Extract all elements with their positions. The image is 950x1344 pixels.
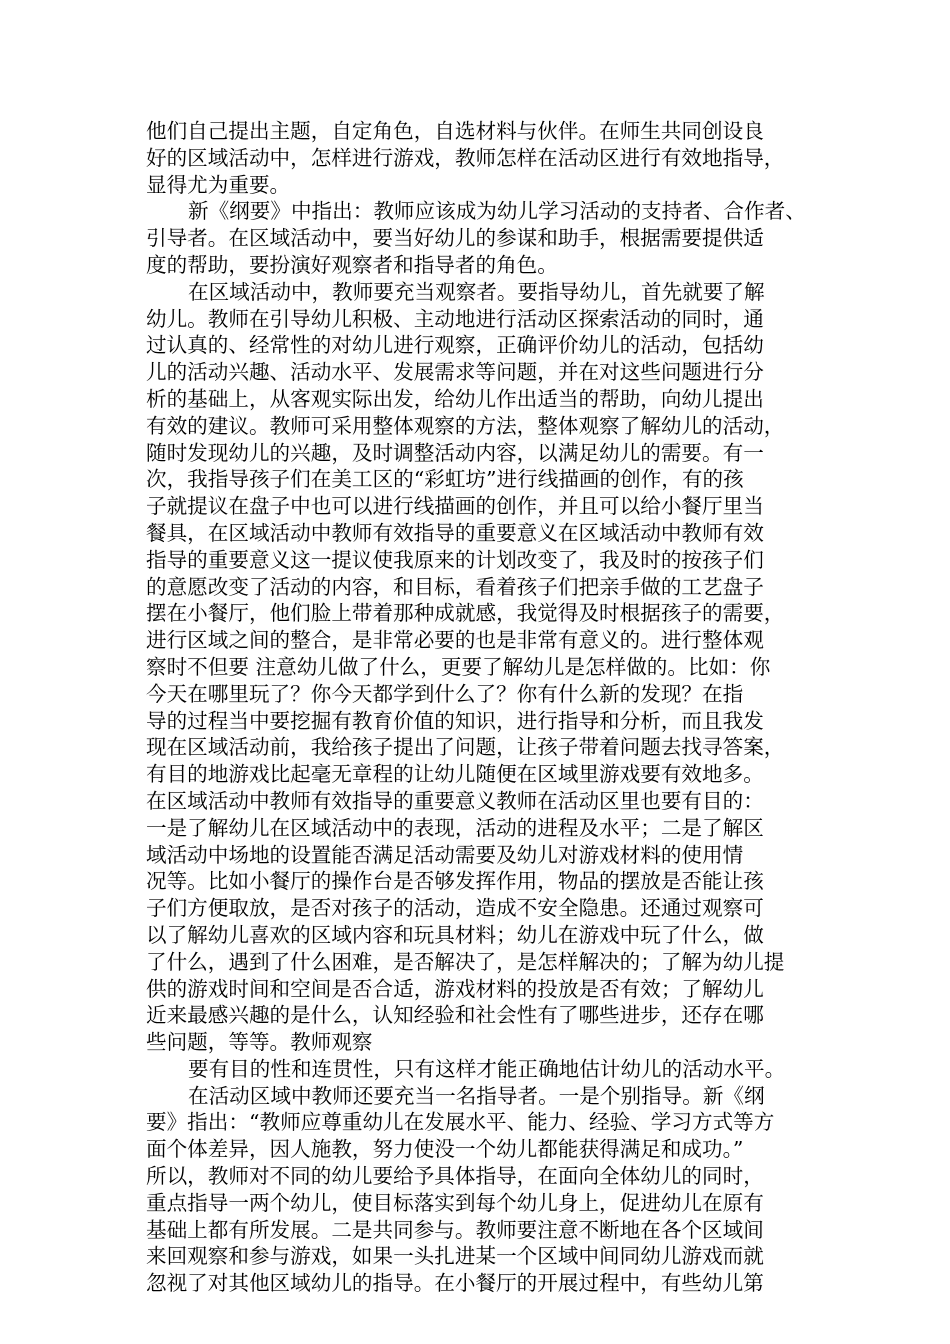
text-line: 引导者。在区域活动中，要当好幼儿的参谋和助手，根据需要提供适 <box>146 226 764 251</box>
text-line: 子们方便取放，是否对孩子的活动，造成不安全隐患。还通过观察可 <box>146 896 764 921</box>
text-line: 况等。比如小餐厅的操作台是否够发挥作用，物品的摆放是否能让孩 <box>146 869 764 894</box>
text-line: 新《纲要》中指出：教师应该成为幼儿学习活动的支持者、合作者、 <box>188 199 806 224</box>
text-line: 过认真的、经常性的对幼儿进行观察，正确评价幼儿的活动，包括幼 <box>146 333 764 358</box>
text-line: 一是了解幼儿在区域活动中的表现，活动的进程及水平；二是了解区 <box>146 815 764 840</box>
text-line: 随时发现幼儿的兴趣，及时调整活动内容，以满足幼儿的需要。有一 <box>146 440 764 465</box>
text-line: 了什么，遇到了什么困难，是否解决了，是怎样解决的；了解为幼儿提 <box>146 949 785 974</box>
text-line: 度的帮助，要扮演好观察者和指导者的角色。 <box>146 252 558 277</box>
text-line: 幼儿。教师在引导幼儿积极、主动地进行活动区探索活动的同时，通 <box>146 306 764 331</box>
text-line: 以了解幼儿喜欢的区域内容和玩具材料；幼儿在游戏中玩了什么，做 <box>146 922 764 947</box>
text-line: 显得尤为重要。 <box>146 172 291 197</box>
text-line: 来回观察和参与游戏，如果一头扎进某一个区域中间同幼儿游戏而就 <box>146 1244 764 1269</box>
text-line: 指导的重要意义这一提议使我原来的计划改变了，我及时的按孩子们 <box>146 547 764 572</box>
text-line: 些问题，等等。教师观察 <box>146 1030 373 1055</box>
text-line: 进行区域之间的整合，是非常必要的也是非常有意义的。进行整体观 <box>146 628 764 653</box>
text-line: 现在区域活动前，我给孩子提出了问题，让孩子带着问题去找寻答案， <box>146 735 785 760</box>
text-line: 析的基础上，从客观实际出发，给幼儿作出适当的帮助，向幼儿提出 <box>146 386 764 411</box>
text-line: 今天在哪里玩了？你今天都学到什么了？你有什么新的发现？在指 <box>146 681 744 706</box>
text-line: 好的区域活动中，怎样进行游戏，教师怎样在活动区进行有效地指导， <box>146 145 785 170</box>
text-line: 供的游戏时间和空间是否合适，游戏材料的投放是否有效；了解幼儿 <box>146 976 764 1001</box>
text-line: 餐具，在区域活动中教师有效指导的重要意义在区域活动中教师有效 <box>146 520 764 545</box>
text-line: 有目的地游戏比起毫无章程的让幼儿随便在区域里游戏要有效地多。 <box>146 762 764 787</box>
text-line: 儿的活动兴趣、活动水平、发展需求等问题，并在对这些问题进行分 <box>146 360 764 385</box>
text-line: 忽视了对其他区域幼儿的指导。在小餐厅的开展过程中，有些幼儿第 <box>146 1271 764 1296</box>
text-line: 有效的建议。教师可采用整体观察的方法，整体观察了解幼儿的活动， <box>146 413 785 438</box>
text-line: 在区域活动中，教师要充当观察者。要指导幼儿，首先就要了解 <box>188 279 765 304</box>
text-line: 要有目的性和连贯性，只有这样才能正确地估计幼儿的活动水平。 <box>188 1056 786 1081</box>
text-line: 在区域活动中教师有效指导的重要意义教师在活动区里也要有目的： <box>146 788 764 813</box>
text-line: 基础上都有所发展。二是共同参与。教师要注意不断地在各个区域间 <box>146 1217 764 1242</box>
text-line: 所以，教师对不同的幼儿要给予具体指导，在面向全体幼儿的同时， <box>146 1164 764 1189</box>
document-page <box>146 118 806 1297</box>
text-line: 面个体差异，因人施教，努力使没一个幼儿都能获得满足和成功。” <box>146 1137 744 1162</box>
text-line: 摆在小餐厅，他们脸上带着那种成就感，我觉得及时根据孩子的需要， <box>146 601 785 626</box>
text-line: 的意愿改变了活动的内容，和目标，看着孩子们把亲手做的工艺盘子 <box>146 574 764 599</box>
text-line: 导的过程当中要挖掘有教育价值的知识，进行指导和分析，而且我发 <box>146 708 764 733</box>
text-line: 察时不但要 注意幼儿做了什么，更要了解幼儿是怎样做的。比如：你 <box>146 654 771 679</box>
text-line: 次，我指导孩子们在美工区的“彩虹坊”进行线描画的创作，有的孩 <box>146 467 744 492</box>
text-line: 要》指出：“教师应尊重幼儿在发展水平、能力、经验、学习方式等方 <box>146 1110 775 1135</box>
text-line: 近来最感兴趣的是什么，认知经验和社会性有了哪些进步，还存在哪 <box>146 1003 764 1028</box>
text-line: 域活动中场地的设置能否满足活动需要及幼儿对游戏材料的使用情 <box>146 842 744 867</box>
text-line: 他们自己提出主题，自定角色，自选材料与伙伴。在师生共同创设良 <box>146 119 764 143</box>
text-line: 重点指导一两个幼儿，使目标落实到每个幼儿身上，促进幼儿在原有 <box>146 1190 764 1215</box>
text-line: 子就提议在盘子中也可以进行线描画的创作，并且可以给小餐厅里当 <box>146 494 764 519</box>
text-line: 在活动区域中教师还要充当一名指导者。一是个别指导。新《纲 <box>188 1083 765 1108</box>
